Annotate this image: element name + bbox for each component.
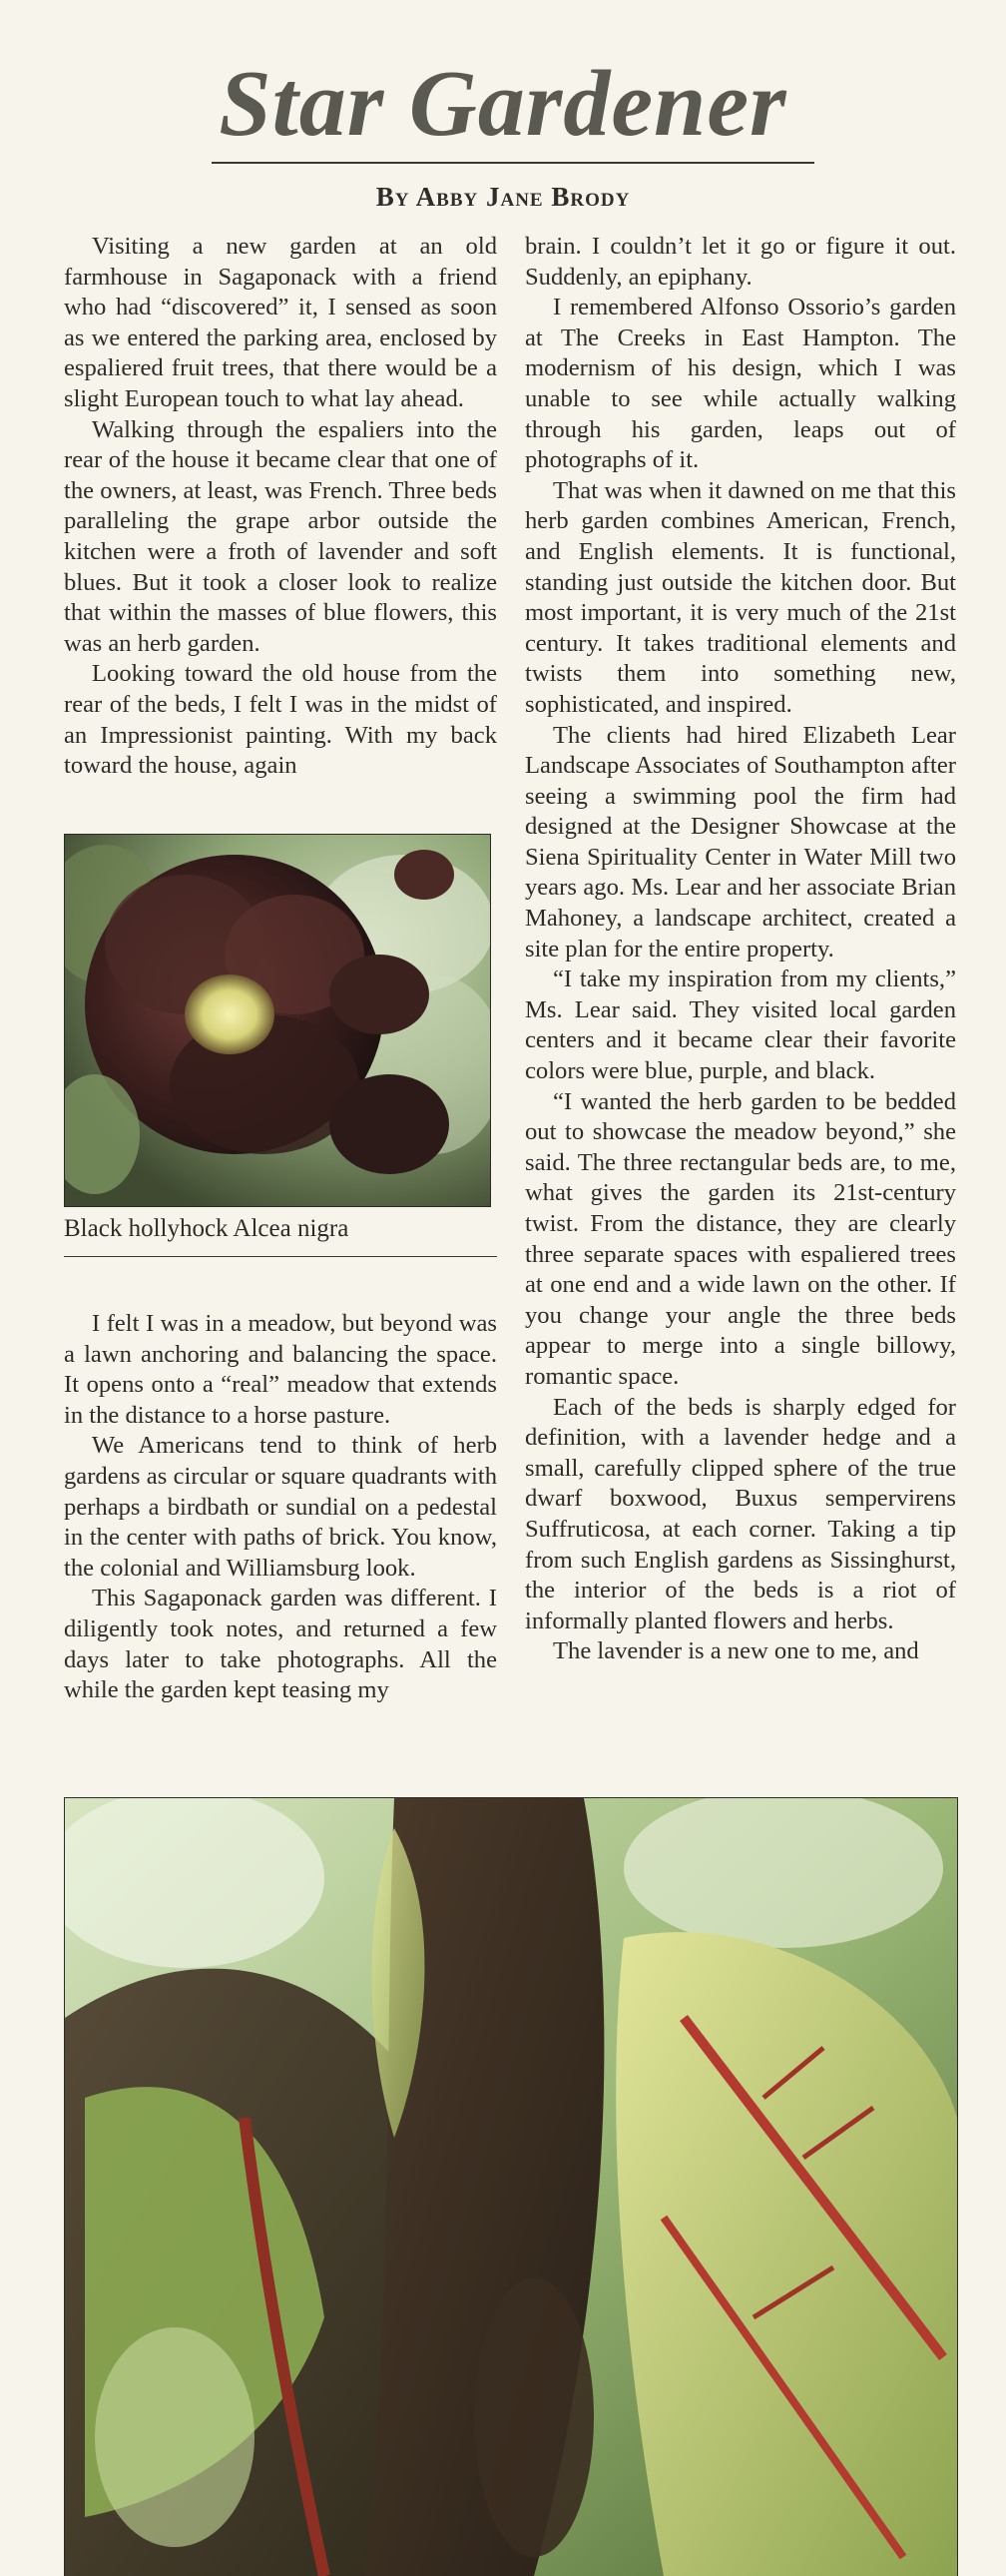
caption-divider [64, 1256, 497, 1257]
paragraph: This Sagaponack garden was different. I diligently took notes, and returned a few days later to take photographs. All the while the garden kept teasing my [64, 1585, 497, 1704]
paragraph: I remembered Alfonso Ossorio’s garden at The Creeks in East Hampton. The modernism of his design, which I was unable to see while actually walking through his garden, leaps out of photographs of it. [525, 294, 956, 474]
title-divider [212, 162, 814, 164]
paragraph: “I take my inspiration from my clients,” Ms. Lear said. They visited local garden centers and it became clear their favorite colors were blue, purple, and black. [525, 966, 956, 1085]
paragraph: Walking through the espaliers into the rear of the house it became clear that one of the owners, at least, was French. Three beds paralleling the grape arbor outside the kitchen were a froth of lavender and soft blues. But it took a closer look to realize that within the masses of blue flowers, this was an herb garden. [64, 415, 497, 657]
chard-leaves-photo [64, 1797, 958, 2576]
paragraph: The clients had hired Elizabeth Lear Landscape Associates of Southampton after seeing a swimming pool the firm had designed at the Designer Showcase at the Siena Spirituality Center in Water Mill two years ago. Ms. Lear and her associate Brian Mahoney, a landscape architect, created a site plan for the entire property. [525, 721, 956, 963]
leaves-illustration [65, 1798, 957, 2576]
photo-caption: Black hollyhock Alcea nigra [64, 1215, 349, 1242]
paragraph: Looking toward the old house from the rear of the beds, I felt I was in the midst of an Impressionist painting. With my back toward the house, again [64, 660, 497, 780]
paragraph: Each of the beds is sharply edged for definition, with a lavender hedge and a small, carefully clipped sphere of the true dwarf boxwood, Buxus sempervirens Suffruticosa, at each corner. Taking a tip from such English gardens as Sissinghurst, the interior of the beds is a riot of informally planted flowers and herbs. [525, 1393, 956, 1634]
paragraph: We Americans tend to think of herb gardens as circular or square quadrants with perhaps a birdbath or sundial on a pedestal in the center with paths of brick. You know, the colonial and Williamsburg look. [64, 1432, 497, 1582]
left-column-top [64, 232, 497, 782]
byline: By Abby Jane Brody [375, 182, 631, 212]
left-column-bottom [64, 1309, 497, 1706]
paragraph: “I wanted the herb garden to be bedded out to showcase the meadow beyond,” she said. The three rectangular beds are, to me, what gives the garden its 21st-century twist. From the distance, they are clearly three separate spaces with espaliered trees at one end and a wide lawn on the other. If you change your angle the three beds appear to merge into a single billowy, romantic space. [525, 1087, 956, 1390]
article-title: Star Gardener [219, 52, 787, 156]
paragraph: brain. I couldn’t let it go or figure it out. Suddenly, an epiphany. [525, 233, 956, 291]
paragraph: Visiting a new garden at an old farmhouse in Sagaponack with a friend who had “discovered” it, I sensed as soon as we entered the parking area, enclosed by espaliered fruit trees, that there would be a slight European touch to what lay ahead. [64, 233, 497, 412]
paragraph: That was when it dawned on me that this herb garden combines American, French, and English elements. It is functional, standing just outside the kitchen door. But most important, it is very much of the 21st century. It takes traditional elements and twists them into something new, sophisticated, and inspired. [525, 476, 956, 718]
hollyhock-photo [64, 834, 491, 1207]
hollyhock-illustration [65, 835, 490, 1206]
masthead [0, 52, 1006, 156]
paragraph: I felt I was in a meadow, but beyond was a lawn anchoring and balancing the space. It opens onto a “real” meadow that extends in the distance to a horse pasture. [64, 1310, 497, 1429]
paragraph: The lavender is a new one to me, and [553, 1637, 919, 1665]
right-column [525, 232, 956, 1667]
